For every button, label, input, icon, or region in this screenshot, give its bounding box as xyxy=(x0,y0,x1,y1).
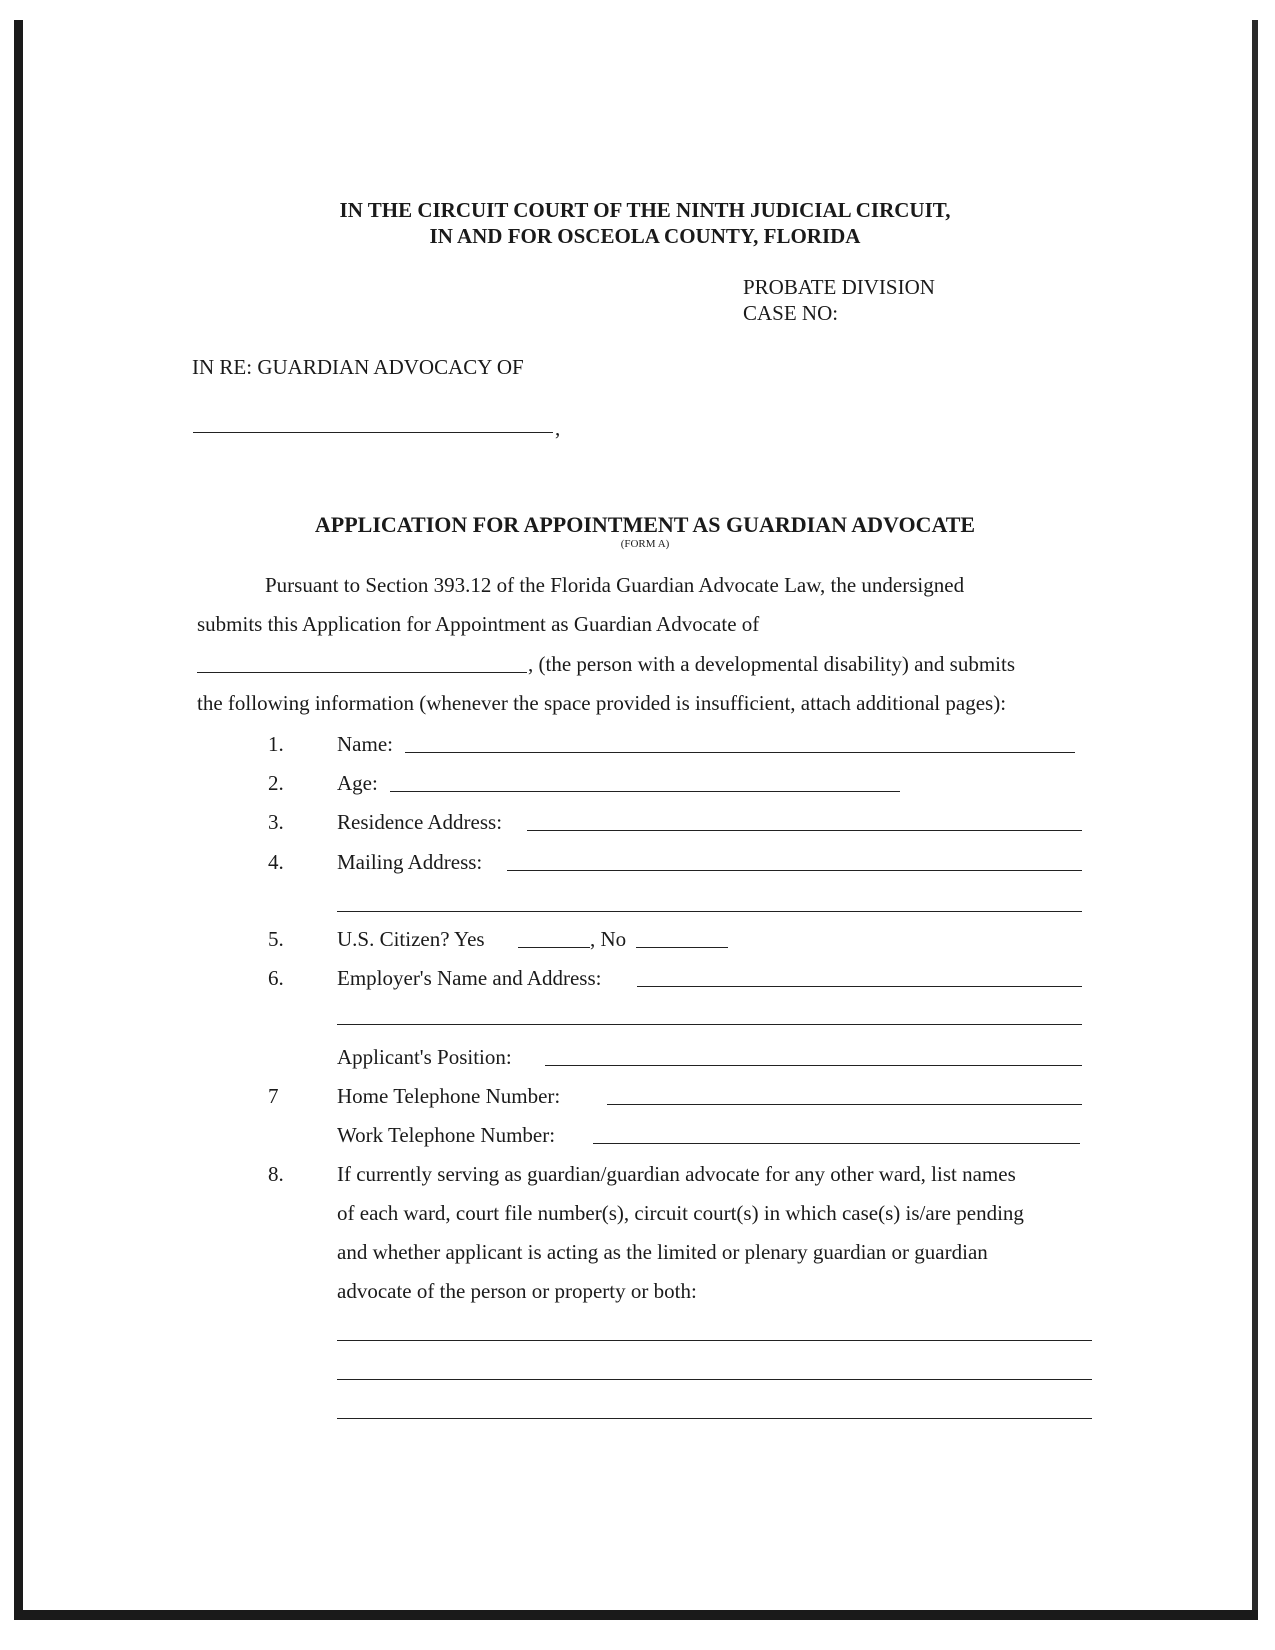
name-label: Name: xyxy=(337,732,393,756)
other-wards-field-2[interactable] xyxy=(337,1379,1092,1380)
item-number: 2. xyxy=(268,771,284,795)
item-number: 8. xyxy=(268,1162,284,1186)
citizen-no-label: , No xyxy=(590,927,627,951)
age-label: Age: xyxy=(337,771,378,795)
court-heading-line1: IN THE CIRCUIT COURT OF THE NINTH JUDICIAL CIRCUIT, xyxy=(339,198,951,222)
residence-address-field[interactable] xyxy=(527,830,1082,831)
work-phone-label: Work Telephone Number: xyxy=(337,1123,556,1147)
other-wards-field-1[interactable] xyxy=(337,1340,1092,1341)
comma: , xyxy=(555,416,561,440)
in-re-heading: IN RE: GUARDIAN ADVOCACY OF xyxy=(192,355,524,379)
application-title: APPLICATION FOR APPOINTMENT AS GUARDIAN ADVOCATE xyxy=(314,512,976,537)
name-field[interactable] xyxy=(405,752,1075,753)
scan-border-bottom xyxy=(14,1610,1258,1620)
item-number: 4. xyxy=(268,850,284,874)
case-number-label: CASE NO: xyxy=(743,301,839,325)
mailing-address-field[interactable] xyxy=(507,870,1082,871)
other-wards-field-3[interactable] xyxy=(337,1418,1092,1419)
item-number: 3. xyxy=(268,810,284,834)
other-wards-text-4: advocate of the person or property or both: xyxy=(337,1279,697,1303)
scan-border-right xyxy=(1252,20,1258,1620)
ward-name-blank[interactable] xyxy=(193,432,553,433)
position-field[interactable] xyxy=(545,1065,1082,1066)
mailing-address-label: Mailing Address: xyxy=(337,850,483,874)
intro-line4: the following information (whenever the space provided is insufficient, attach additional pages): xyxy=(197,691,1007,715)
citizen-no-field[interactable] xyxy=(636,947,728,948)
home-phone-field[interactable] xyxy=(607,1104,1082,1105)
other-wards-text-2: of each ward, court file number(s), circuit court(s) in which case(s) is/are pending xyxy=(337,1201,1024,1225)
intro-line3: , (the person with a developmental disability) and submits xyxy=(528,652,1015,676)
disabled-person-blank[interactable] xyxy=(197,672,527,673)
citizen-yes-field[interactable] xyxy=(518,947,590,948)
probate-division: PROBATE DIVISION xyxy=(743,275,935,299)
employer-label: Employer's Name and Address: xyxy=(337,966,602,990)
item-number: 5. xyxy=(268,927,284,951)
intro-line2: submits this Application for Appointment as Guardian Advocate of xyxy=(197,612,760,636)
age-field[interactable] xyxy=(390,791,900,792)
intro-line1: Pursuant to Section 393.12 of the Florida Guardian Advocate Law, the undersigned xyxy=(265,573,965,597)
home-phone-label: Home Telephone Number: xyxy=(337,1084,561,1108)
item-number: 6. xyxy=(268,966,284,990)
work-phone-field[interactable] xyxy=(593,1143,1080,1144)
other-wards-text-3: and whether applicant is acting as the limited or plenary guardian or guardian xyxy=(337,1240,988,1264)
citizen-label: U.S. Citizen? Yes xyxy=(337,927,485,951)
item-number: 7 xyxy=(268,1084,279,1108)
employer-field-2[interactable] xyxy=(337,1024,1082,1025)
scan-border-left xyxy=(14,20,23,1620)
item-number: 1. xyxy=(268,732,284,756)
mailing-address-field-2[interactable] xyxy=(337,911,1082,912)
position-label: Applicant's Position: xyxy=(337,1045,512,1069)
form-label: (FORM A) xyxy=(620,538,670,550)
employer-field[interactable] xyxy=(637,986,1082,987)
residence-address-label: Residence Address: xyxy=(337,810,503,834)
court-heading-line2: IN AND FOR OSCEOLA COUNTY, FLORIDA xyxy=(429,224,861,248)
other-wards-text-1: If currently serving as guardian/guardian advocate for any other ward, list names xyxy=(337,1162,1016,1186)
